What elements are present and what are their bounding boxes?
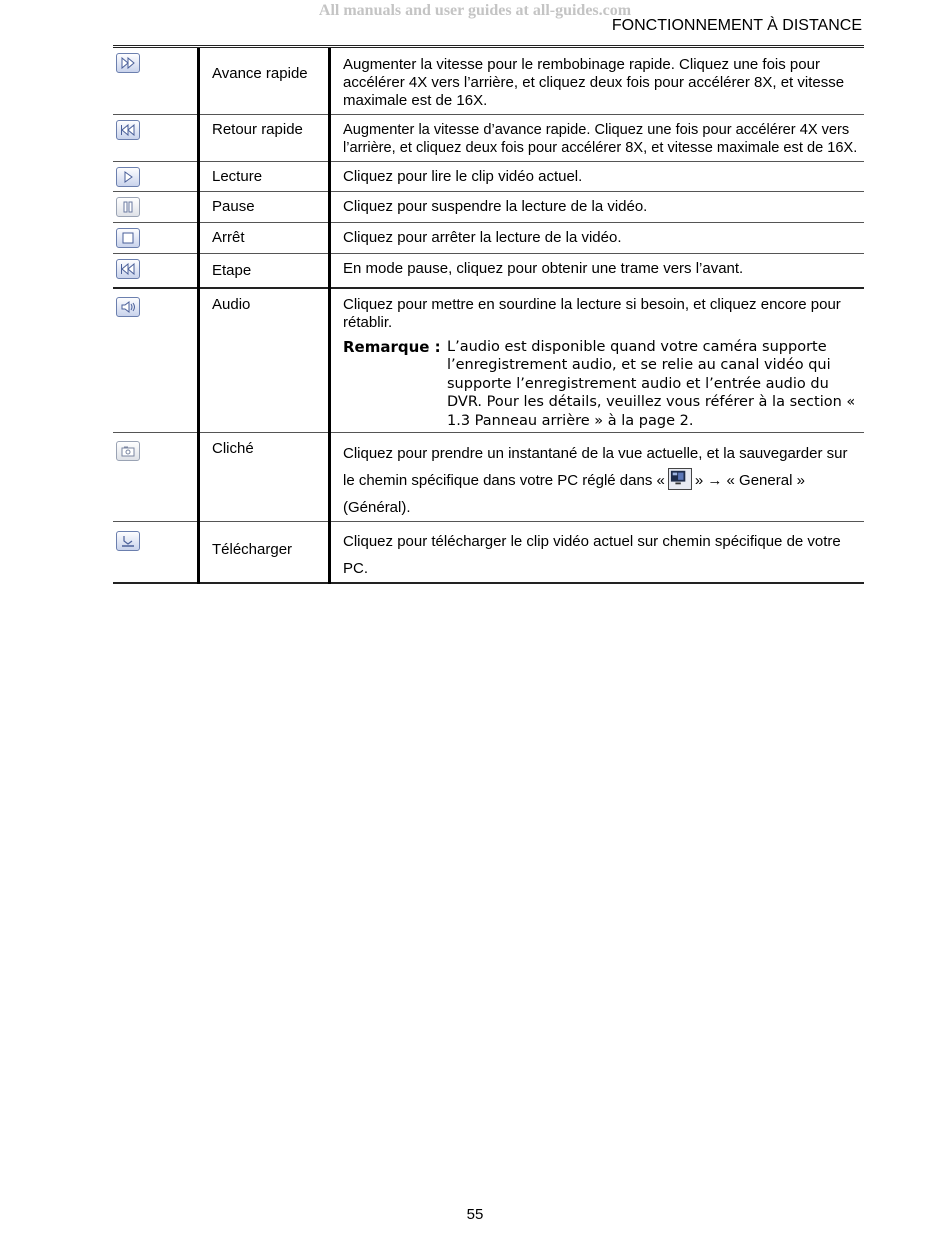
play-icon <box>116 167 140 187</box>
control-description: En mode pause, cliquez pour obtenir une trame vers l’avant. <box>343 260 744 277</box>
control-description: Augmenter la vitesse d’avance rapide. Cliquez une fois pour accélérer 4X vers l’arrière, et cliquez deux fois pour accélérer 8X, et vitesse maximale est de 16X. <box>343 122 858 156</box>
table-row <box>113 433 864 522</box>
pause-icon <box>116 197 140 217</box>
control-name: Télécharger <box>212 541 293 558</box>
table-row <box>113 162 864 192</box>
snapshot-icon <box>116 441 140 461</box>
control-name: Cliché <box>212 440 254 457</box>
description-text: Cliquez pour prendre un instantané de la vue actuelle, et la sauvegarder sur le chemin spécifique dans votre PC réglé dans « <box>343 445 848 489</box>
table-row <box>113 254 864 288</box>
remark-text: L’audio est disponible quand votre caméra supporte l’enregistrement audio, et se relie au canal vidéo qui supporte l’enregistrement audio et l’entrée audio du DVR. Pour les détails, veuillez vous référer à la section « 1.3 Panneau arrière » à la page 2. <box>447 338 856 429</box>
controls-table <box>113 45 864 584</box>
control-description: Cliquez pour lire le clip vidéo actuel. <box>343 168 583 185</box>
stop-icon <box>116 228 140 248</box>
control-name: Retour rapide <box>212 121 303 138</box>
watermark: All manuals and user guides at all-guides.com <box>318 2 632 19</box>
control-description: Cliquez pour arrêter la lecture de la vidéo. <box>343 229 622 246</box>
table-row <box>113 522 864 584</box>
step-icon <box>116 259 140 279</box>
control-description: Cliquez pour mettre en sourdine la lecture si besoin, et cliquez encore pour rétablir. <box>343 295 841 331</box>
fast-forward-icon <box>116 53 140 73</box>
control-name: Etape <box>212 262 252 279</box>
table-row <box>113 288 864 433</box>
control-description: Cliquez pour suspendre la lecture de la vidéo. <box>343 198 648 215</box>
control-name: Arrêt <box>212 229 245 246</box>
page-number: 55 <box>466 1206 484 1223</box>
remark-label: Remarque : <box>343 337 441 356</box>
config-screen-icon <box>668 468 692 490</box>
audio-icon <box>116 297 140 317</box>
remark <box>343 338 862 431</box>
rewind-icon <box>116 120 140 140</box>
download-icon <box>116 531 140 551</box>
control-name: Pause <box>212 198 255 215</box>
control-description <box>343 433 862 521</box>
table-row <box>113 115 864 162</box>
control-name: Audio <box>212 295 251 313</box>
section-title: FONCTIONNEMENT À DISTANCE <box>611 17 862 34</box>
control-name: Lecture <box>212 168 263 185</box>
table-row <box>113 47 864 115</box>
control-description: Cliquez pour télécharger le clip vidéo actuel sur chemin spécifique de votre PC. <box>343 533 841 577</box>
table-row <box>113 192 864 223</box>
table-row <box>113 223 864 254</box>
control-name: Avance rapide <box>212 65 308 82</box>
control-description: Augmenter la vitesse pour le rembobinage rapide. Cliquez une fois pour accélérer 4X vers l’arrière, et cliquez deux fois pour accélérer 8X, et vitesse maximale est de 16X. <box>343 56 845 109</box>
description-text: » → « General » (Général). <box>343 472 805 516</box>
